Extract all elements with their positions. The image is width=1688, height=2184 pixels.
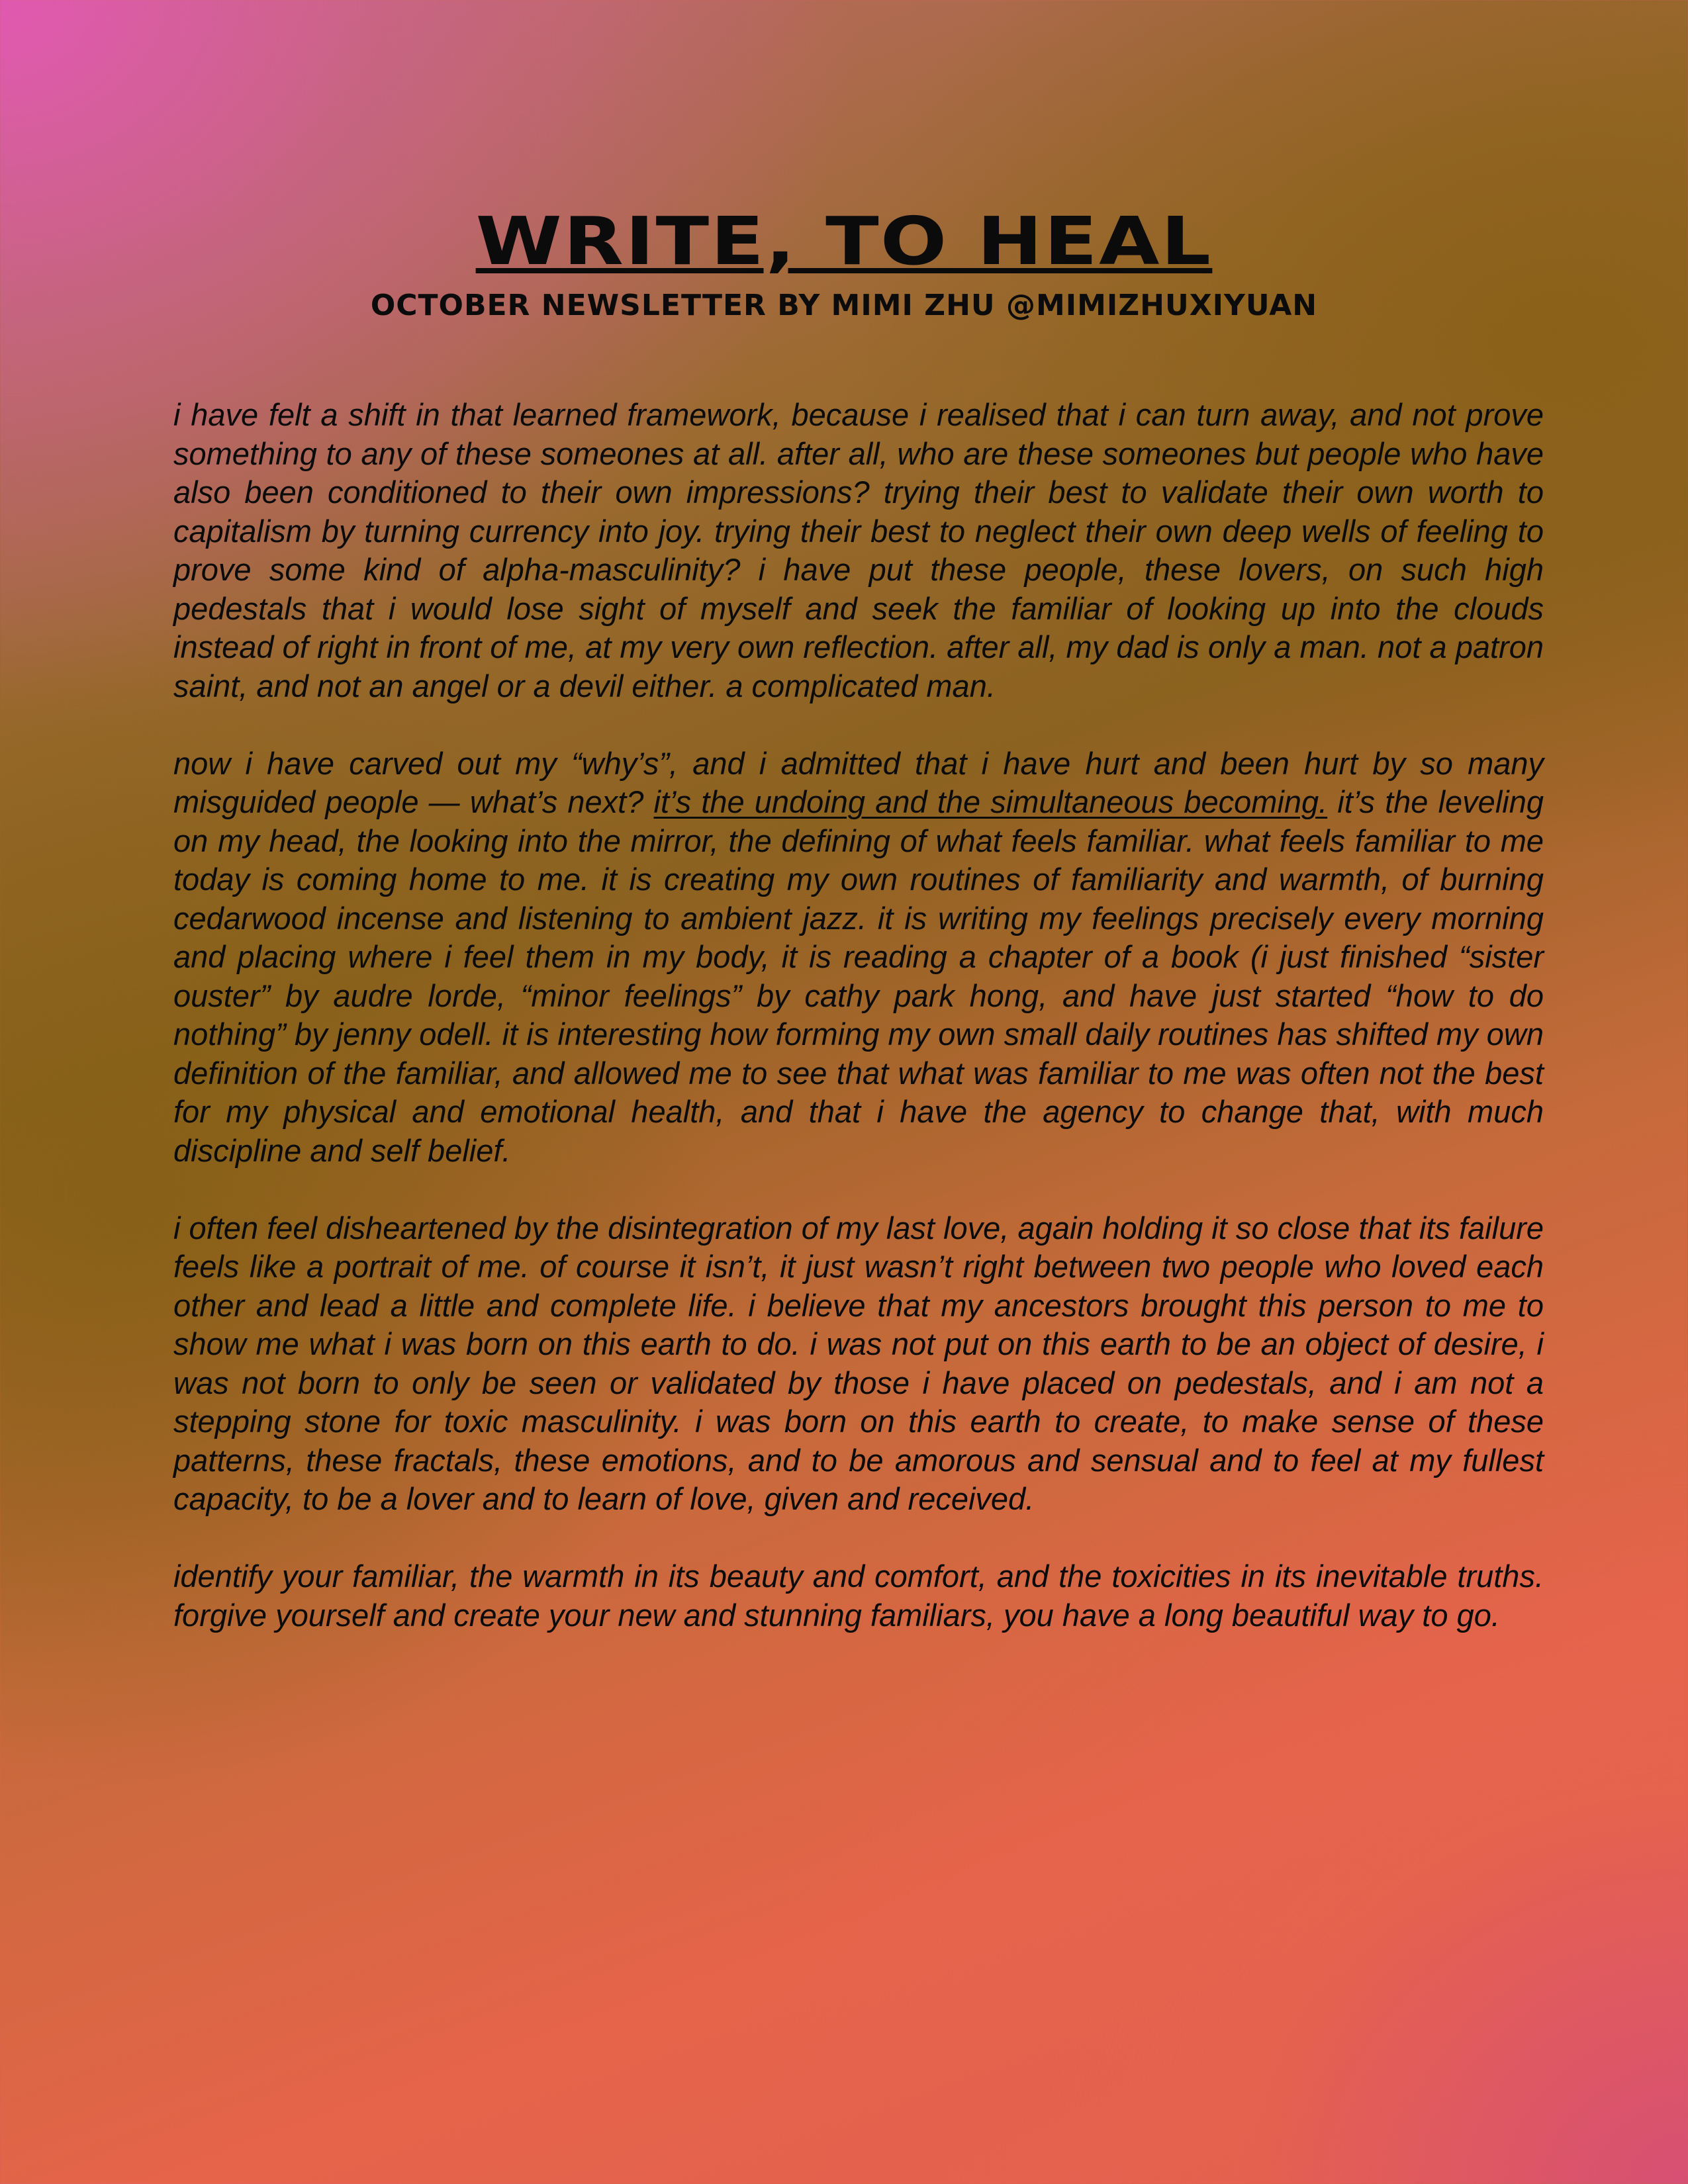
paragraph-1: i have felt a shift in that learned framework, because i realised that i can turn away, and not prove something to any of these someones at all. after all, who are these someones but people who have also been conditioned to their own impressions? trying their best to validate their own worth to capitalism by turning currency into joy. trying their best to neglect their own deep wells of feeling to prove some kind of alpha-masculinity? i have put these people, these lovers, on such high pedestals that i would lose sight of myself and seek the familiar of looking up into the clouds instead of right in front of me, at my very own reflection. after all, my dad is only a man. not a patron saint, and not an angel or a devil either. a complicated man. <box>173 397 1544 704</box>
paragraph-2-end: it’s the leveling on my head, the looking into the mirror, the defining of what feels familiar. what feels familiar to me today is coming home to me. it is creating my own routines of familiarity and warmth, of burning cedarwood incense and listening to ambient jazz. it is writing my feelings precisely every morning and placing where i feel them in my body, it is reading a chapter of a book (i just finished “sister ouster” by audre lorde, “minor feelings” by cathy park hong, and have just started “how to do nothing” by jenny odell. it is interesting how forming my own small daily routines has shifted my own definition of the familiar, and allowed me to see that what was familiar to me was often not the best for my physical and emotional health, and that i have the agency to change that, with much discipline and self belief. <box>173 784 1544 1168</box>
page-title: WRITE, TO HEAL <box>475 203 1213 280</box>
paragraph-2-start: now i have carved out my “why’s”, and i admitted that i have hurt and been hurt by so many misguided people — what’s next? <box>173 745 1544 819</box>
paragraph-4: identify your familiar, the warmth in its beauty and comfort, and the toxicities in its inevitable truths. forgive yourself and create your new and stunning familiars, you have a long beautiful way to go. <box>173 1559 1544 1633</box>
paragraph-3: i often feel disheartened by the disintegration of my last love, again holding it so close that its failure feels like a portrait of me. of course it isn’t, it just wasn’t right between two people who loved each other and lead a little and complete life. i believe that my ancestors brought this person to me to show me what i was born on this earth to do. i was not put on this earth to be an object of desire, i was not born to only be seen or validated by those i have placed on pedestals, and i am not a stepping stone for toxic masculinity. i was born on this earth to create, to make sense of these patterns, these fractals, these emotions, and to be amorous and sensual and to feel at my fullest capacity, to be a lover and to learn of love, given and received. <box>173 1210 1544 1516</box>
paragraph-2-underlined-phrase: it’s the undoing and the simultaneous becoming. <box>653 784 1328 819</box>
paragraph-2 <box>173 745 1544 1171</box>
page-subtitle: OCTOBER NEWSLETTER BY MIMI ZHU @MIMIZHUXIYUAN <box>370 289 1318 322</box>
newsletter-body <box>173 396 1544 1674</box>
